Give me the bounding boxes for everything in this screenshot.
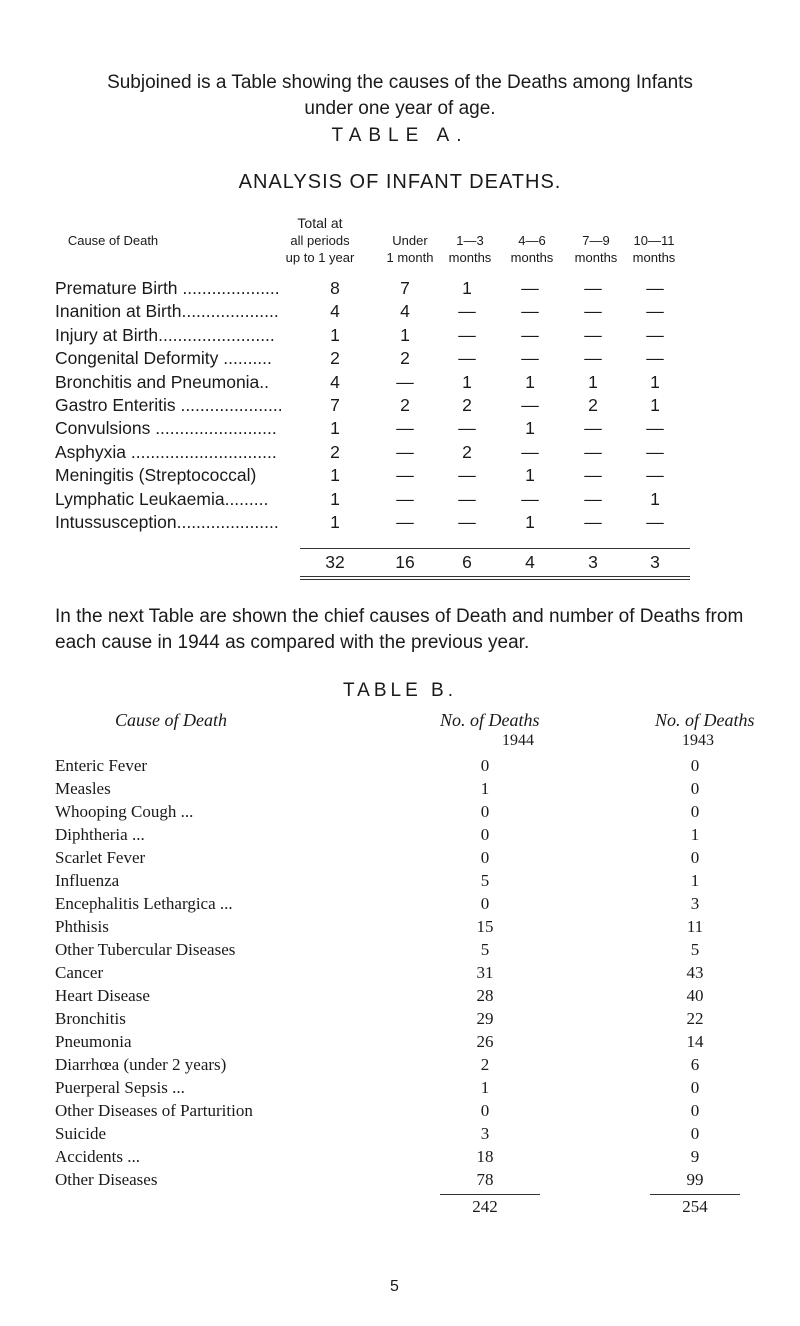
cell-m1011: 1	[650, 488, 660, 509]
table-b-row	[0, 1055, 800, 1077]
deaths-1943: 40	[686, 986, 704, 1005]
table-b-row	[0, 1078, 800, 1100]
col-4-6-header: 4—6 months	[510, 233, 554, 265]
deaths-1944: 0	[480, 825, 490, 844]
cell-m46: —	[521, 301, 539, 322]
col-cause-header-b: Cause of Death	[115, 710, 227, 730]
cause-of-death: Other Diseases of Parturition	[55, 1101, 253, 1120]
total-10-11: 3	[650, 552, 660, 572]
cell-m79: —	[584, 512, 602, 532]
table-a-row	[0, 348, 800, 370]
cell-m79: —	[584, 488, 602, 509]
cell-total: 1	[330, 488, 340, 509]
cause-of-death: Inanition at Birth....................	[55, 301, 279, 322]
cell-m13: —	[458, 324, 476, 345]
cell-under: 4	[400, 301, 410, 322]
table-b-row	[0, 756, 800, 778]
cell-m79: 1	[588, 371, 598, 392]
cell-m46: 1	[525, 512, 535, 532]
cause-of-death: Whooping Cough ...	[55, 802, 194, 821]
cell-m46: —	[521, 278, 539, 298]
cell-m13: —	[458, 465, 476, 486]
cell-m46: 1	[525, 371, 535, 392]
col-1943-header: No. of Deaths	[655, 710, 755, 730]
table-b-row	[0, 1101, 800, 1123]
deaths-1943: 1	[690, 871, 700, 890]
deaths-1943: 99	[686, 1170, 704, 1189]
deaths-1943: 9	[690, 1147, 700, 1166]
total-all: 32	[325, 552, 345, 572]
cell-total: 1	[330, 512, 340, 532]
cause-of-death: Injury at Birth........................	[55, 324, 275, 345]
cause-of-death: Congenital Deformity ..........	[55, 348, 272, 369]
table-a-row	[0, 395, 800, 417]
deaths-1943: 1	[690, 825, 700, 844]
table-b-intro: In the next Table are shown the chief causes of Death and number of Deaths from each cause in 1944 as compared with the previous year.	[55, 606, 744, 653]
cell-under: 2	[400, 348, 410, 369]
cell-m1011: —	[646, 441, 664, 462]
cause-of-death: Enteric Fever	[55, 756, 148, 775]
total-1944: 242	[472, 1197, 498, 1216]
table-a-row	[0, 301, 800, 323]
table-b-row	[0, 940, 800, 962]
cell-m13: —	[458, 348, 476, 369]
cause-of-death: Phthisis	[55, 917, 109, 936]
table-a-row	[0, 489, 800, 511]
cause-of-death: Accidents ...	[55, 1147, 140, 1166]
deaths-1944: 1	[480, 779, 490, 798]
deaths-1944: 78	[476, 1170, 494, 1189]
cause-of-death: Intussusception.....................	[55, 512, 279, 532]
total-1-3: 6	[462, 552, 472, 572]
cell-m1011: —	[646, 278, 664, 298]
table-b-row	[0, 871, 800, 893]
col-cause-header: Cause of Death	[67, 233, 159, 248]
cause-of-death: Premature Birth ....................	[55, 278, 280, 298]
cell-m13: 2	[462, 395, 472, 415]
cell-m46: 1	[525, 418, 535, 439]
deaths-1944: 29	[476, 1009, 494, 1028]
deaths-1943: 0	[690, 756, 700, 775]
cell-m79: —	[584, 324, 602, 345]
cause-of-death: Diarrhœa (under 2 years)	[55, 1055, 227, 1074]
cell-m46: —	[521, 441, 539, 462]
deaths-1944: 0	[480, 756, 490, 775]
table-a-row	[0, 512, 800, 534]
table-a-heading: ANALYSIS OF INFANT DEATHS.	[238, 171, 562, 193]
page-number: 5	[390, 1278, 399, 1295]
cause-of-death: Meningitis (Streptococcal)	[55, 465, 257, 486]
cause-of-death: Puerperal Sepsis ...	[55, 1078, 185, 1097]
table-b-row	[0, 1124, 800, 1146]
cell-m46: —	[521, 395, 539, 415]
table-b-row	[0, 825, 800, 847]
cell-under: —	[396, 441, 414, 462]
cell-m79: —	[584, 441, 602, 462]
cell-under: —	[396, 465, 414, 486]
deaths-1944: 0	[480, 1101, 490, 1120]
cell-m79: 2	[588, 395, 598, 415]
cell-m1011: —	[646, 324, 664, 345]
table-a-label: TABLE A.	[331, 125, 469, 146]
table-a-double-rule-2	[300, 579, 690, 580]
cell-total: 1	[330, 418, 340, 439]
cell-m79: —	[584, 418, 602, 439]
table-b-row	[0, 894, 800, 916]
deaths-1944: 15	[476, 917, 494, 936]
col-10-11-header: 10—11 months	[632, 233, 676, 265]
table-a-totals-row	[0, 552, 800, 574]
deaths-1943: 43	[686, 963, 704, 982]
deaths-1944: 3	[480, 1124, 490, 1143]
deaths-1944: 28	[476, 986, 494, 1005]
deaths-1943: 14	[686, 1032, 704, 1051]
table-a-row	[0, 418, 800, 440]
col-7-9-header: 7—9 months	[574, 233, 618, 265]
cause-of-death: Heart Disease	[55, 986, 150, 1005]
cell-m13: 2	[462, 441, 472, 462]
cause-of-death: Asphyxia ..............................	[55, 441, 277, 462]
deaths-1943: 6	[690, 1055, 700, 1074]
cell-total: 2	[330, 441, 340, 462]
cell-under: 2	[400, 395, 410, 415]
deaths-1943: 0	[690, 802, 700, 821]
deaths-1944: 2	[480, 1055, 490, 1074]
cell-under: 1	[400, 324, 410, 345]
deaths-1943: 0	[690, 1078, 700, 1097]
table-b-row	[0, 1170, 800, 1192]
deaths-1944: 0	[480, 802, 490, 821]
cell-m1011: 1	[650, 371, 660, 392]
table-b-row	[0, 963, 800, 985]
deaths-1943: 0	[690, 1124, 700, 1143]
cell-total: 4	[330, 301, 340, 322]
col-under-header: Under 1 month	[386, 233, 434, 265]
col-1944-year: 1944	[502, 732, 534, 749]
cell-m13: —	[458, 418, 476, 439]
cell-m79: —	[584, 348, 602, 369]
deaths-1944: 1	[480, 1078, 490, 1097]
deaths-1943: 11	[686, 917, 704, 936]
cell-under: —	[396, 418, 414, 439]
cause-of-death: Diphtheria ...	[55, 825, 145, 844]
total-7-9: 3	[588, 552, 598, 572]
cell-m1011: —	[646, 465, 664, 486]
cell-m1011: —	[646, 418, 664, 439]
cell-under: 7	[400, 278, 410, 298]
deaths-1943: 0	[690, 779, 700, 798]
cause-of-death: Convulsions .........................	[55, 418, 277, 439]
cause-of-death: Cancer	[55, 963, 104, 982]
deaths-1944: 26	[476, 1032, 494, 1051]
table-b-row	[0, 802, 800, 824]
table-a-row	[0, 442, 800, 464]
table-b-row	[0, 917, 800, 939]
cell-m13: —	[458, 512, 476, 532]
cell-m79: —	[584, 465, 602, 486]
cell-m1011: —	[646, 512, 664, 532]
cell-m13: 1	[462, 371, 472, 392]
cause-of-death: Other Tubercular Diseases	[55, 940, 236, 959]
cell-under: —	[396, 371, 414, 392]
total-1943: 254	[682, 1197, 708, 1216]
cell-total: 1	[330, 465, 340, 486]
cause-of-death: Suicide	[55, 1124, 106, 1143]
deaths-1944: 0	[480, 848, 490, 867]
cell-m13: —	[458, 301, 476, 322]
table-b-rule-1943	[650, 1194, 740, 1195]
cause-of-death: Influenza	[55, 871, 120, 890]
cell-under: —	[396, 488, 414, 509]
cause-of-death: Other Diseases	[55, 1170, 158, 1189]
cell-m46: —	[521, 488, 539, 509]
cell-m79: —	[584, 278, 602, 298]
table-a-row	[0, 278, 800, 300]
cell-total: 8	[330, 278, 340, 298]
cell-m46: —	[521, 324, 539, 345]
cell-m13: 1	[462, 278, 472, 298]
table-b-row	[0, 1009, 800, 1031]
deaths-1944: 5	[480, 871, 490, 890]
cell-m13: —	[458, 488, 476, 509]
cause-of-death: Encephalitis Lethargica ...	[55, 894, 233, 913]
intro-paragraph	[0, 70, 800, 122]
deaths-1943: 3	[690, 894, 700, 913]
col-1943-year: 1943	[682, 732, 714, 749]
cell-m1011: 1	[650, 395, 660, 415]
cell-m46: 1	[525, 465, 535, 486]
cause-of-death: Scarlet Fever	[55, 848, 146, 867]
table-b-row	[0, 986, 800, 1008]
deaths-1944: 31	[476, 963, 494, 982]
table-a-double-rule-1	[300, 576, 690, 577]
cell-under: —	[396, 512, 414, 532]
table-a-sum-rule	[300, 548, 690, 549]
col-1-3-header: 1—3 months	[448, 233, 492, 265]
deaths-1943: 5	[690, 940, 700, 959]
cell-m79: —	[584, 301, 602, 322]
deaths-1944: 0	[480, 894, 490, 913]
table-b-row	[0, 779, 800, 801]
cell-total: 4	[330, 371, 340, 392]
table-a-row	[0, 325, 800, 347]
intro-line-2: under one year of age.	[304, 98, 496, 119]
col-total-header: Total at all periods up to 1 year	[285, 215, 355, 265]
deaths-1943: 0	[690, 1101, 700, 1120]
cell-m46: —	[521, 348, 539, 369]
intro-line-1: Subjoined is a Table showing the causes of the Deaths among Infants	[107, 72, 693, 93]
cause-of-death: Bronchitis	[55, 1009, 126, 1028]
deaths-1943: 0	[690, 848, 700, 867]
cause-of-death: Gastro Enteritis .....................	[55, 395, 283, 415]
cell-total: 7	[330, 395, 340, 415]
table-b-rule-1944	[440, 1194, 540, 1195]
table-b-row	[0, 1147, 800, 1169]
col-1944-header: No. of Deaths	[440, 710, 540, 730]
cause-of-death: Pneumonia	[55, 1032, 132, 1051]
cause-of-death: Bronchitis and Pneumonia..	[55, 371, 270, 392]
cell-total: 2	[330, 348, 340, 369]
cell-m1011: —	[646, 348, 664, 369]
cell-m1011: —	[646, 301, 664, 322]
deaths-1943: 22	[686, 1009, 704, 1028]
total-4-6: 4	[525, 552, 535, 572]
deaths-1944: 5	[480, 940, 490, 959]
table-a-row	[0, 372, 800, 394]
cause-of-death: Measles	[55, 779, 111, 798]
deaths-1944: 18	[476, 1147, 494, 1166]
table-a-row	[0, 465, 800, 487]
table-b-row	[0, 848, 800, 870]
table-b-label: TABLE B.	[342, 680, 457, 701]
total-under: 16	[395, 552, 415, 572]
cause-of-death: Lymphatic Leukaemia.........	[55, 488, 269, 509]
table-b-totals-row	[0, 1197, 800, 1219]
table-b-row	[0, 1032, 800, 1054]
cell-total: 1	[330, 324, 340, 345]
